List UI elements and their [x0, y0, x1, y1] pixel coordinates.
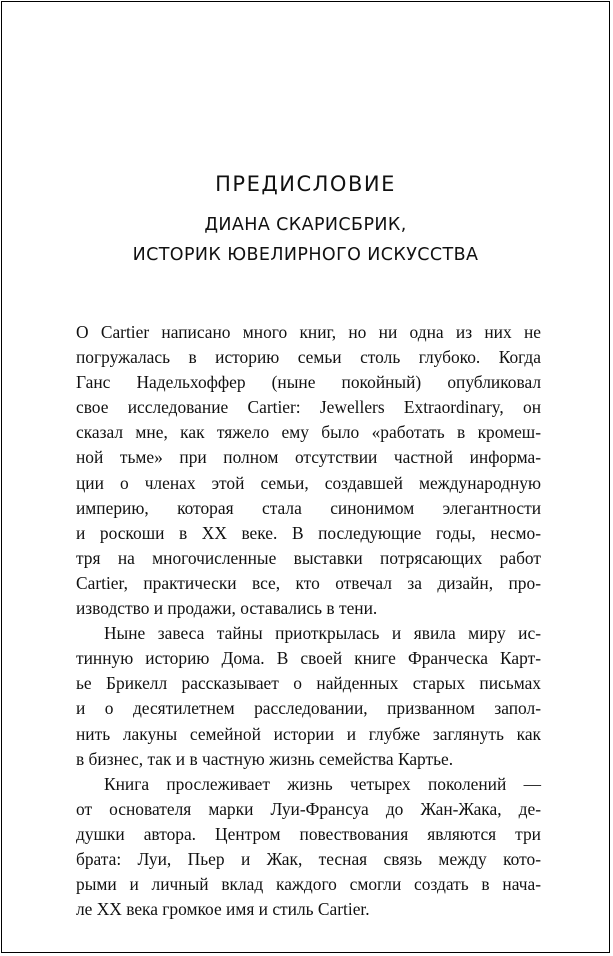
text-line: от основателя марки Луи-Франсуа до Жан-Жака, де- [76, 798, 541, 819]
author-name: ДИАНА СКАРИСБРИК, [204, 215, 407, 235]
text-line: и о десятилетнем расследовании, призванном запол- [76, 698, 541, 719]
text-line: погружалась в историю семьи столь глубоко. Когда [76, 347, 541, 368]
text-line: душки автора. Центром повествования являются три [76, 823, 541, 844]
body-text [76, 320, 541, 922]
text-line: тря на многочисленные выставки потрясающих работ [76, 547, 541, 568]
text-line: Ныне завеса тайны приоткрылась и явила миру ис- [104, 623, 541, 644]
text-line: ье Брикелл рассказывает о найденных старых письмах [76, 673, 541, 694]
paragraph-2 [76, 621, 541, 772]
chapter-title: ПРЕДИСЛОВИЕ [215, 172, 396, 196]
text-line: и роскоши в XX веке. В последующие годы, несмо- [76, 522, 541, 543]
text-line: Книга прослеживает жизнь четырех поколений — [104, 773, 541, 794]
text-line: ной тьме» при полном отсутствии частной информа- [76, 447, 541, 468]
text-line: ции о членах этой семьи, создавшей международную [76, 472, 541, 493]
paragraph-3 [76, 772, 541, 923]
paragraph-1 [76, 320, 541, 621]
text-line: свое исследование Cartier: Jewellers Extraordinary, он [76, 397, 541, 418]
chapter-subtitle [2, 210, 609, 270]
text-line: ле XX века громкое имя и стиль Cartier. [76, 899, 370, 920]
text-line: Cartier, практически все, кто отвечал за дизайн, про- [76, 572, 541, 593]
book-page [1, 1, 610, 953]
text-line: О Cartier написано много книг, но ни одна из них не [76, 322, 541, 342]
text-line: брата: Луи, Пьер и Жак, тесная связь между кото- [76, 848, 541, 869]
text-line: тинную историю Дома. В своей книге Франческа Карт- [76, 648, 541, 669]
author-role: ИСТОРИК ЮВЕЛИРНОГО ИСКУССТВА [132, 245, 479, 265]
text-line: в бизнес, так и в частную жизнь семейства Картье. [76, 748, 454, 769]
text-line: изводство и продажи, оставались в тени. [76, 598, 378, 619]
text-line: нить лакуны семейной истории и глубже заглянуть как [76, 723, 541, 744]
text-line: Ганс Надельхоффер (ныне покойный) опубликовал [76, 372, 541, 393]
text-line: империю, которая стала синонимом элегантности [76, 497, 541, 518]
text-line: сказал мне, как тяжело ему было «работать в кромеш- [76, 422, 541, 443]
text-line: рыми и личный вклад каждого смогли создать в нача- [76, 874, 541, 895]
